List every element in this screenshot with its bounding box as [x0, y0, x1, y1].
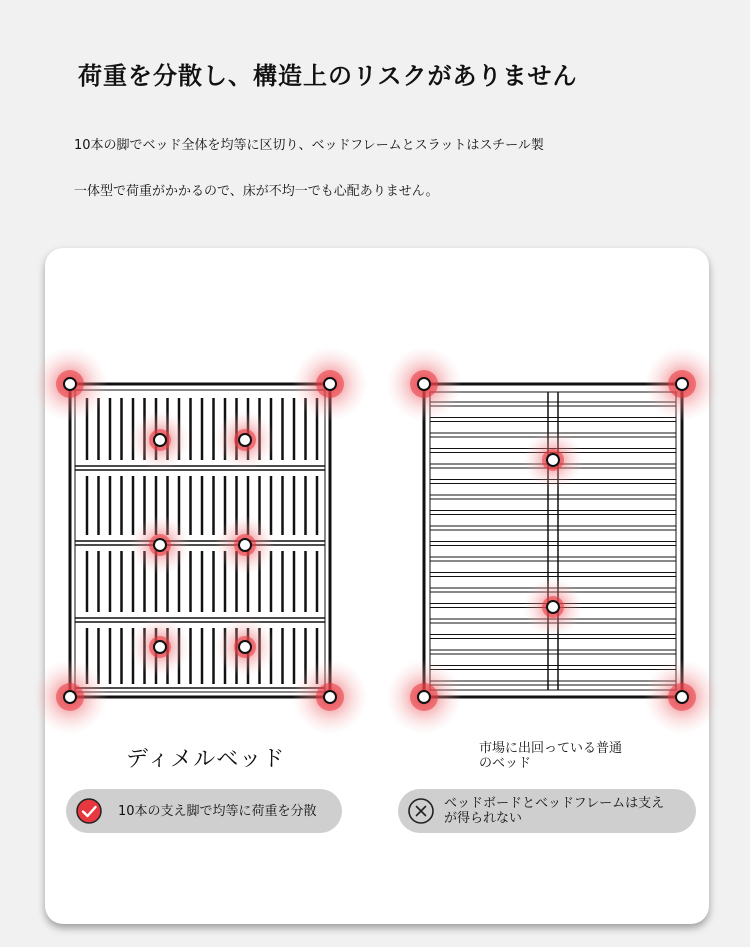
dimel-feature-pill: [66, 789, 342, 833]
load-point-marker: [644, 659, 720, 735]
description-line-2: 一体型で荷重がかかるので、床が不均一でも心配ありません。: [74, 184, 439, 199]
dimel-bed-label: ディメルベッド: [126, 747, 286, 772]
load-point-marker: [386, 346, 462, 422]
load-point-marker: [523, 577, 583, 637]
load-point-marker: [130, 515, 190, 575]
load-point-marker: [32, 659, 108, 735]
standard-feature-pill: [398, 789, 696, 833]
load-point-marker: [292, 346, 368, 422]
load-point-marker: [215, 617, 275, 677]
x-circle-icon: [408, 798, 434, 824]
standard-feature-text: ベッドボードとベッドフレームは支えが得られない: [444, 796, 665, 826]
load-point-marker: [523, 430, 583, 490]
dimel-feature-text: 10本の支え脚で均等に荷重を分散: [118, 803, 317, 819]
check-circle-icon: [76, 798, 102, 824]
description-line-1: 10本の脚でベッド全体を均等に区切り、ベッドフレームとスラットはスチール製: [74, 138, 544, 153]
load-point-marker: [130, 617, 190, 677]
page-title: 荷重を分散し、構造上のリスクがありません: [78, 62, 578, 90]
load-point-marker: [292, 659, 368, 735]
load-point-marker: [32, 346, 108, 422]
load-point-marker: [644, 346, 720, 422]
standard-bed-label: 市場に出回っている普通のベッド: [479, 741, 623, 771]
load-point-marker: [215, 410, 275, 470]
dimel-bed-illustration: [70, 384, 330, 697]
load-point-marker: [215, 515, 275, 575]
load-point-marker: [386, 659, 462, 735]
load-point-marker: [130, 410, 190, 470]
